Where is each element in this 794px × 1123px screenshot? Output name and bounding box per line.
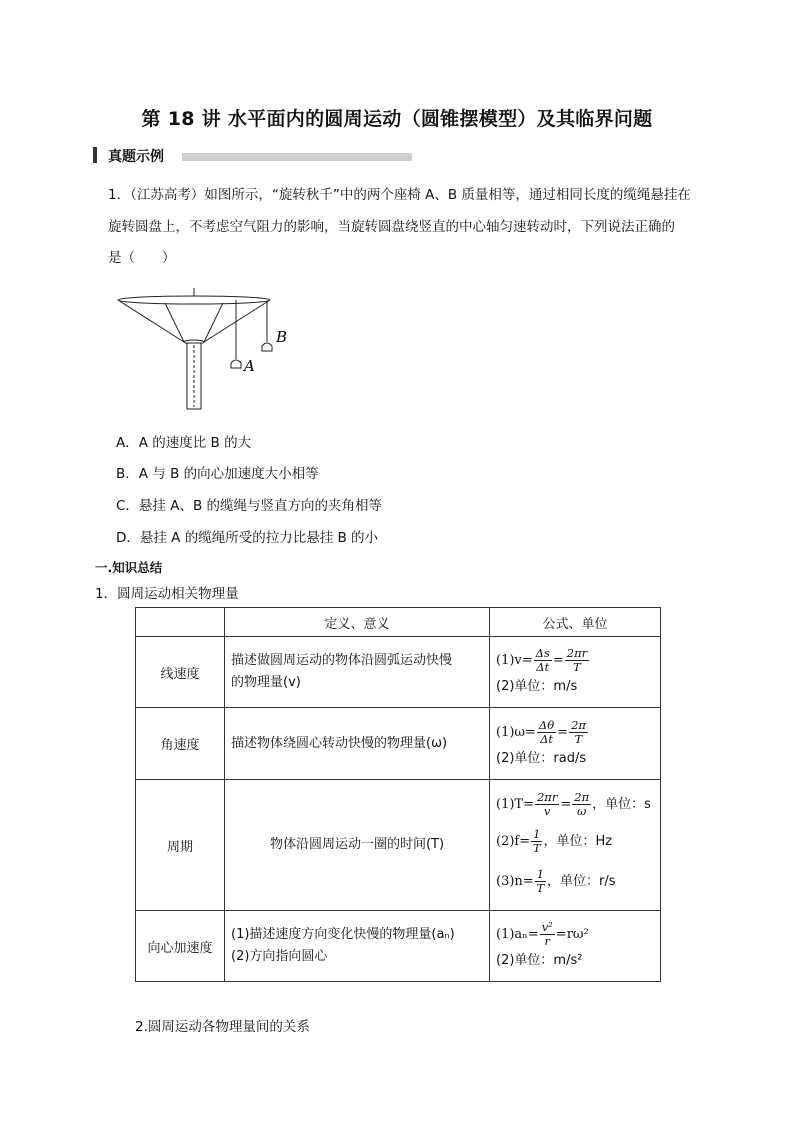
quantities-table [135,607,661,982]
figure-label-b: B [276,328,288,346]
formula-line: (1)T= $\frac{2\pi r}{v}$ = $\frac{2\pi}{\omega}$ ，单位：s [496,790,651,818]
section-divider [182,153,412,161]
fraction: $\frac{\Delta s}{\Delta t}$ [535,646,550,674]
table-header-row [136,608,661,637]
formula-line: (1)v= $\frac{\Delta s}{\Delta t}$ = $\frac{2\pi r}{T}$ [496,646,588,674]
knowledge-heading: 一.知识总结 [95,560,163,575]
knowledge-item-1: 1．圆周运动相关物理量 [95,586,239,602]
row-name: 角速度 [136,708,225,780]
table-row [136,708,661,780]
fraction: $\frac{1}{T}$ [536,867,545,895]
row-name: 线速度 [136,637,225,708]
question-line-2: 旋转圆盘上，不考虑空气阻力的影响，当旋转圆盘绕竖直的中心轴匀速转动时，下列说法正确的 [108,219,675,235]
fraction: $\frac{\text{v²}}{r}$ [541,920,553,948]
definition-line: (2)方向指向圆心 [231,949,328,964]
table-header-empty [136,608,225,637]
table-header-formula: 公式、单位 [490,608,661,637]
definition-line: 的物理量(v) [231,675,301,690]
row-definition [225,637,490,708]
table-row [136,911,661,982]
row-name: 向心加速度 [136,911,225,982]
formula-line: (2)f= $\frac{1}{T}$ ，单位：Hz [496,827,613,855]
option-c: C．悬挂 A、B 的缆绳与竖直方向的夹角相等 [116,498,383,514]
row-definition [225,911,490,982]
knowledge-item-2: 2.圆周运动各物理量间的关系 [135,1019,310,1035]
table-row [136,780,661,911]
question-line-3: 是（ ） [108,250,176,266]
option-d: D．悬挂 A 的缆绳所受的拉力比悬挂 B 的小 [116,530,379,546]
unit-line: (2)单位：rad/s [496,750,587,766]
table-header-definition: 定义、意义 [225,608,490,637]
formula-line: (3)n= $\frac{1}{T}$ ，单位：r/s [496,867,616,895]
fraction: $\frac{2\pi}{T}$ [571,717,586,746]
fraction: $\frac{2\pi r}{T}$ [566,646,588,674]
fraction: $\frac{\Delta\theta}{\Delta t}$ [538,717,555,746]
question-line-1: 1．（江苏高考）如图所示，“旋转秋千”中的两个座椅 A、B 质量相等，通过相同长度的缆绳悬挂在 [108,187,691,203]
table-row [136,637,661,708]
row-definition [225,708,490,780]
swing-figure [110,285,300,415]
formula-line: (1)ω= $\frac{\Delta\theta}{\Delta t}$ = $\frac{2\pi}{T}$ [496,717,586,746]
unit-line: (2)单位：m/s² [496,953,583,968]
section-marker [93,147,97,163]
unit-line: (2)单位：m/s [496,679,578,694]
row-formula [490,637,661,708]
definition-line: (1)描述速度方向变化快慢的物理量(aₙ) [231,927,455,942]
row-definition [225,780,490,911]
definition-line: 描述物体绕圆心转动快慢的物理量(ω) [231,735,448,751]
page-title: 第 18 讲 水平面内的圆周运动（圆锥摆模型）及其临界问题 [141,108,653,130]
option-a: A．A 的速度比 B 的大 [116,435,252,451]
figure-label-a: A [244,357,255,375]
definition-line: 物体沿圆周运动一圈的时间(T) [269,837,445,852]
formula-line: (1)aₙ= $\frac{\text{v²}}{r}$ =rω² [496,920,589,948]
fraction: $\frac{2\pi r}{v}$ [536,790,558,818]
row-formula [490,780,661,911]
row-formula [490,911,661,982]
fraction: $\frac{1}{T}$ [532,827,541,855]
fraction: $\frac{2\pi}{\omega}$ [574,790,590,818]
row-formula [490,708,661,780]
row-name: 周期 [136,780,225,911]
definition-line: 描述做圆周运动的物体沿圆弧运动快慢 [231,653,453,668]
section-label: 真题示例 [108,149,164,165]
option-b: B．A 与 B 的向心加速度大小相等 [116,466,319,482]
